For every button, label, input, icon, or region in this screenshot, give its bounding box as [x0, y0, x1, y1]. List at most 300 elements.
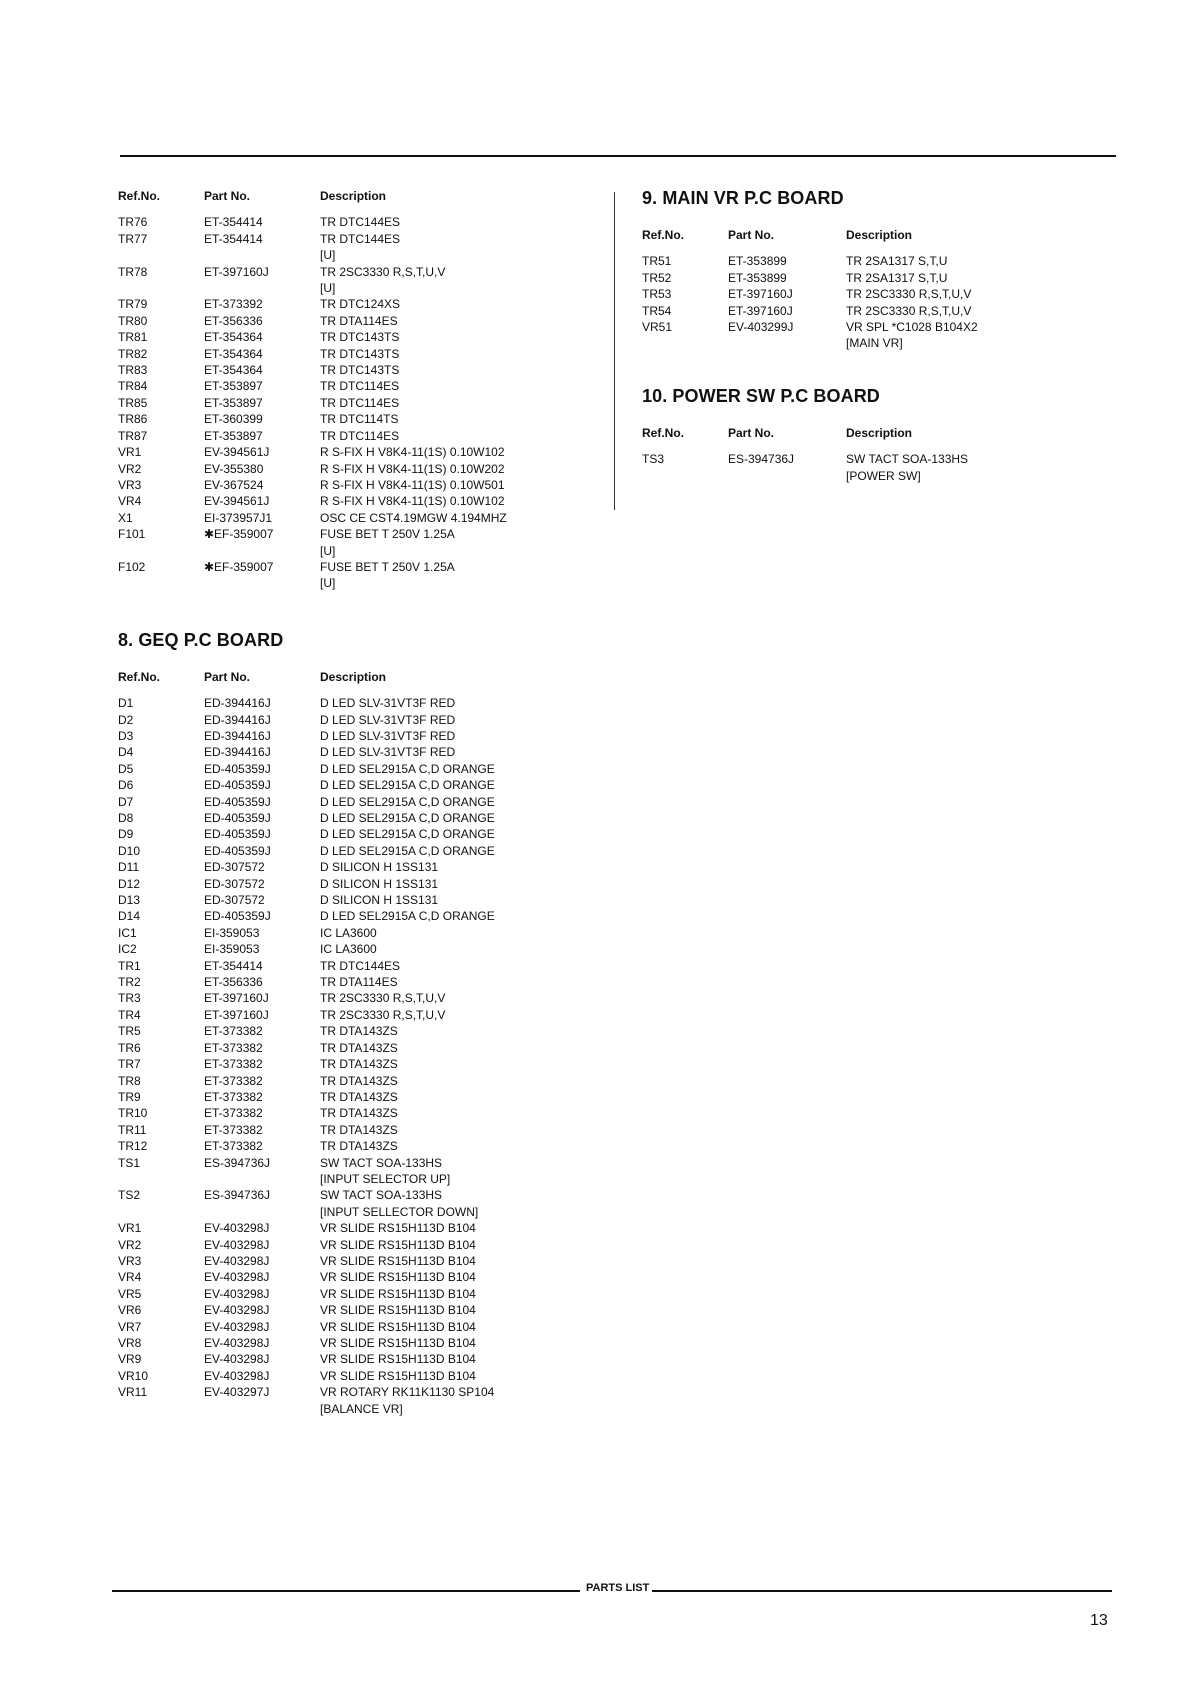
description-line: D LED SEL2915A C,D ORANGE [320, 778, 495, 793]
description-line: VR SLIDE RS15H113D B104 [320, 1253, 476, 1268]
description-line: TR DTA143ZS [320, 1139, 398, 1154]
ref-no: D5 [118, 761, 134, 776]
part-no: EV-403298J [204, 1319, 270, 1334]
description [320, 378, 598, 394]
table-row [118, 395, 598, 411]
description-line: [U] [320, 248, 336, 263]
ref-no: VR10 [118, 1368, 149, 1383]
table-row [118, 1319, 598, 1335]
description [320, 728, 598, 744]
ref-no: VR6 [118, 1303, 142, 1318]
ref-no: TR86 [118, 412, 148, 427]
description-line: TR 2SC3330 R,S,T,U,V [846, 287, 972, 302]
table-row [118, 1384, 598, 1417]
description [320, 313, 598, 329]
section7-table [118, 188, 598, 592]
description [320, 346, 598, 362]
description-line: D LED SEL2915A C,D ORANGE [320, 811, 495, 825]
description-line: FUSE BET T 250V 1.25A [320, 527, 455, 542]
description [320, 925, 598, 941]
description [320, 1351, 598, 1367]
description [846, 270, 1062, 286]
ref-no: VR4 [118, 494, 142, 509]
table-row [118, 826, 598, 842]
part-no: ED-394416J [204, 728, 271, 743]
table-row [118, 777, 598, 793]
description-line: TR DTA143ZS [320, 1106, 398, 1121]
footer-rule-right [652, 1590, 1112, 1592]
table-row [118, 1138, 598, 1154]
description [320, 1237, 598, 1253]
part-no: ET-373382 [204, 1073, 263, 1088]
part-no: ED-394416J [204, 712, 271, 727]
table-row [118, 526, 598, 559]
description [320, 559, 598, 592]
table-row [118, 892, 598, 908]
part-no: ET-356336 [204, 975, 263, 990]
description [846, 253, 1062, 269]
part-no: ED-307572 [204, 876, 265, 891]
description [320, 761, 598, 777]
ref-no: D8 [118, 811, 134, 825]
table-row [118, 1269, 598, 1285]
header-part: Part No. [728, 228, 775, 242]
table-row [118, 761, 598, 777]
section9 [642, 188, 1062, 352]
description-line: FUSE BET T 250V 1.25A [320, 559, 455, 574]
part-no: EV-403298J [204, 1368, 270, 1383]
description [320, 1368, 598, 1384]
part-no: EV-403298J [204, 1237, 270, 1252]
part-no: EV-394561J [204, 445, 270, 460]
part-no: ET-354364 [204, 346, 263, 361]
table-row [118, 859, 598, 875]
table-row [118, 477, 598, 493]
description [320, 843, 598, 859]
ref-no: VR3 [118, 477, 142, 492]
table-row [118, 362, 598, 378]
ref-no: TS1 [118, 1155, 141, 1170]
part-no: EV-403299J [728, 320, 794, 335]
description-line: D LED SLV-31VT3F RED [320, 712, 456, 727]
part-no: EI-359053 [204, 942, 260, 957]
ref-no: VR7 [118, 1319, 142, 1334]
page-number: 13 [1090, 1612, 1108, 1629]
table-row [118, 728, 598, 744]
part-no: ✱EF-359007 [204, 527, 274, 542]
table-row [642, 270, 1062, 286]
description [320, 493, 598, 509]
description [320, 794, 598, 810]
description [320, 990, 598, 1006]
description [320, 941, 598, 957]
description [320, 296, 598, 312]
description [320, 826, 598, 842]
ref-no: TS2 [118, 1188, 141, 1203]
ref-no: TR8 [118, 1073, 141, 1088]
column-divider [614, 192, 615, 510]
part-no: ET-354414 [204, 958, 263, 973]
table-row [118, 876, 598, 892]
table-row [118, 461, 598, 477]
ref-no: TR82 [118, 346, 148, 361]
ref-no: TR85 [118, 395, 148, 410]
ref-no: TR10 [118, 1106, 148, 1121]
ref-no: VR1 [118, 445, 142, 460]
ref-no: F102 [118, 559, 146, 574]
header-ref: Ref.No. [118, 189, 160, 203]
description-line: VR SLIDE RS15H113D B104 [320, 1352, 476, 1367]
table-row [118, 1155, 598, 1188]
right-column [642, 188, 1062, 484]
description-line: TR DTA143ZS [320, 1040, 398, 1055]
part-no: ET-373382 [204, 1024, 263, 1039]
table-row [118, 941, 598, 957]
description-line: [BALANCE VR] [320, 1401, 403, 1416]
description-line: D LED SLV-31VT3F RED [320, 745, 456, 760]
description [320, 892, 598, 908]
description-line: R S-FIX H V8K4-11(1S) 0.10W102 [320, 445, 505, 460]
description-line: VR ROTARY RK11K1130 SP104 [320, 1385, 495, 1400]
table-row [118, 1253, 598, 1269]
part-no: ET-360399 [204, 412, 263, 427]
table-header [118, 669, 598, 685]
table-row [118, 1040, 598, 1056]
table-row [118, 1237, 598, 1253]
description-line: VR SLIDE RS15H113D B104 [320, 1319, 476, 1334]
description-line: TR DTC144ES [320, 231, 401, 246]
description [320, 1122, 598, 1138]
part-no: EI-359053 [204, 925, 260, 940]
description-line: TR DTC114ES [320, 395, 400, 410]
ref-no: TR54 [642, 303, 672, 318]
table-rows [118, 214, 598, 591]
ref-no: TR12 [118, 1139, 148, 1154]
header-part: Part No. [728, 425, 775, 440]
table-row [118, 925, 598, 941]
table-row [118, 1368, 598, 1384]
description [320, 444, 598, 460]
table-row [118, 296, 598, 312]
description-line: TR DTC144ES [320, 958, 401, 973]
ref-no: D14 [118, 909, 141, 924]
part-no: ED-394416J [204, 696, 271, 711]
description-line: TR 2SC3330 R,S,T,U,V [320, 264, 446, 279]
ref-no: TR87 [118, 428, 148, 443]
description-line: D SILICON H 1SS131 [320, 860, 439, 875]
description [320, 1220, 598, 1236]
table-row [118, 1286, 598, 1302]
part-no: ET-373382 [204, 1057, 263, 1072]
description [846, 319, 1062, 352]
description [320, 1302, 598, 1318]
ref-no: D2 [118, 712, 134, 727]
description-line: VR SLIDE RS15H113D B104 [320, 1336, 476, 1350]
table-row [118, 1351, 598, 1367]
part-no: ES-394736J [728, 452, 795, 467]
header-desc: Description [320, 669, 387, 684]
header-part: Part No. [204, 189, 251, 203]
part-no: ES-394736J [204, 1188, 271, 1203]
description-line: VR SLIDE RS15H113D B104 [320, 1303, 476, 1318]
description [320, 744, 598, 760]
description [320, 1007, 598, 1023]
part-no: ET-397160J [204, 1007, 269, 1022]
description-line: VR SLIDE RS15H113D B104 [320, 1286, 476, 1301]
part-no: ED-307572 [204, 860, 265, 875]
ref-no: TR7 [118, 1057, 141, 1072]
table-row [118, 1220, 598, 1236]
description-line: R S-FIX H V8K4-11(1S) 0.10W501 [320, 477, 505, 492]
part-no: ED-405359J [204, 761, 271, 776]
table-row [118, 1302, 598, 1318]
ref-no: TR83 [118, 363, 148, 378]
description-line: TR DTA143ZS [320, 1057, 398, 1072]
table-row [118, 231, 598, 264]
ref-no: TR51 [642, 254, 672, 269]
part-no: ED-405359J [204, 909, 271, 924]
description [846, 303, 1062, 319]
description [320, 1319, 598, 1335]
description [320, 1089, 598, 1105]
description [320, 908, 598, 924]
part-no: ET-354414 [204, 215, 263, 230]
header-ref: Ref.No. [642, 425, 684, 440]
description-line: [POWER SW] [846, 468, 921, 483]
description [320, 362, 598, 378]
description-line: TR DTC143TS [320, 363, 400, 378]
description [320, 1384, 598, 1417]
description [320, 1040, 598, 1056]
description-line: TR DTA143ZS [320, 1024, 398, 1039]
description-line: IC LA3600 [320, 925, 377, 940]
description [320, 695, 598, 711]
ref-no: TR9 [118, 1089, 141, 1104]
table-row [642, 286, 1062, 302]
table-row [118, 843, 598, 859]
table-header [642, 227, 1062, 243]
table-row [118, 1122, 598, 1138]
part-no: EV-403298J [204, 1352, 270, 1367]
table-row [118, 1187, 598, 1220]
part-no: ED-405359J [204, 794, 271, 809]
table-row [118, 1335, 598, 1351]
description [320, 329, 598, 345]
description [320, 264, 598, 297]
description [320, 395, 598, 411]
description-line: TR 2SC3330 R,S,T,U,V [846, 303, 972, 318]
ref-no: X1 [118, 510, 133, 525]
part-no: ED-405359J [204, 778, 271, 793]
table-header [118, 188, 598, 204]
description [320, 510, 598, 526]
ref-no: TR81 [118, 330, 148, 345]
top-rule [120, 155, 1116, 157]
ref-no: TR79 [118, 297, 148, 312]
description [320, 1056, 598, 1072]
description-line: D LED SLV-31VT3F RED [320, 696, 456, 711]
ref-no: F101 [118, 527, 146, 542]
part-no: ET-397160J [728, 303, 793, 318]
table-row [118, 214, 598, 230]
table-row [118, 444, 598, 460]
ref-no: TR4 [118, 1007, 141, 1022]
description-line: TR DTA114ES [320, 313, 398, 328]
part-no: EV-355380 [204, 461, 264, 476]
ref-no: D10 [118, 843, 141, 858]
ref-no: IC1 [118, 925, 137, 940]
part-no: ET-353899 [728, 270, 787, 285]
description-line: TR DTA143ZS [320, 1122, 398, 1137]
ref-no: D11 [118, 860, 140, 875]
description [320, 777, 598, 793]
description-line: VR SLIDE RS15H113D B104 [320, 1221, 476, 1236]
ref-no: VR1 [118, 1221, 142, 1236]
ref-no: D6 [118, 778, 134, 793]
header-desc: Description [320, 189, 387, 203]
table-row [118, 695, 598, 711]
part-no: ET-373382 [204, 1040, 263, 1055]
table-row [118, 313, 598, 329]
table-row [118, 346, 598, 362]
part-no: ET-353899 [728, 254, 787, 269]
table-row [118, 1023, 598, 1039]
description [846, 286, 1062, 302]
description-line: TR 2SC3330 R,S,T,U,V [320, 1007, 446, 1022]
description-line: D SILICON H 1SS131 [320, 893, 439, 908]
ref-no: VR51 [642, 320, 673, 335]
part-no: EV-403298J [204, 1221, 270, 1236]
table-row [642, 253, 1062, 269]
description [320, 810, 598, 826]
description-line: TR DTC144ES [320, 215, 401, 230]
description-line: TR 2SA1317 S,T,U [846, 254, 948, 269]
header-part: Part No. [204, 669, 251, 684]
description [320, 1335, 598, 1351]
ref-no: VR2 [118, 461, 142, 476]
part-no: EV-403298J [204, 1286, 270, 1301]
table-row [118, 908, 598, 924]
footer [112, 1582, 1112, 1598]
part-no: ET-353897 [204, 428, 263, 443]
description-line: TR DTA143ZS [320, 1073, 398, 1088]
table-row [642, 451, 1062, 484]
description-line: VR SLIDE RS15H113D B104 [320, 1368, 476, 1383]
ref-no: D3 [118, 728, 134, 743]
description [320, 859, 598, 875]
description-line: TR 2SA1317 S,T,U [846, 270, 948, 285]
description [320, 974, 598, 990]
description-line: D LED SEL2915A C,D ORANGE [320, 794, 495, 809]
description-line: D LED SEL2915A C,D ORANGE [320, 909, 495, 924]
description [320, 712, 598, 728]
part-no: ET-373382 [204, 1122, 263, 1137]
ref-no: D1 [118, 696, 134, 711]
description-line: TR DTC114ES [320, 428, 400, 443]
description-line: R S-FIX H V8K4-11(1S) 0.10W102 [320, 494, 505, 509]
part-no: ET-373382 [204, 1106, 263, 1121]
footer-label: PARTS LIST [586, 1582, 650, 1594]
part-no: EV-367524 [204, 477, 264, 492]
ref-no: D7 [118, 794, 134, 809]
ref-no: VR8 [118, 1336, 142, 1350]
description [320, 1269, 598, 1285]
description-line: D LED SEL2915A C,D ORANGE [320, 761, 495, 776]
ref-no: VR4 [118, 1270, 142, 1285]
ref-no: D4 [118, 745, 134, 760]
description-line: TR DTC124XS [320, 297, 401, 312]
description [320, 1155, 598, 1188]
part-no: ET-397160J [204, 264, 269, 279]
ref-no: VR3 [118, 1253, 142, 1268]
description [320, 214, 598, 230]
section10 [642, 386, 1062, 484]
part-no: ET-397160J [728, 287, 793, 302]
ref-no: TR80 [118, 313, 148, 328]
table-row [118, 510, 598, 526]
part-no: EV-403298J [204, 1270, 270, 1285]
description [320, 1138, 598, 1154]
table-row [118, 411, 598, 427]
section-title: 8. GEQ P.C BOARD [118, 629, 284, 650]
ref-no: TR78 [118, 264, 148, 279]
table-row [118, 1105, 598, 1121]
part-no: ET-373392 [204, 297, 263, 312]
table-header [642, 425, 1062, 441]
part-no: EV-403297J [204, 1385, 270, 1400]
description [320, 1105, 598, 1121]
description-line: SW TACT SOA-133HS [320, 1155, 443, 1170]
table-rows [642, 451, 1062, 484]
ref-no: VR11 [118, 1385, 148, 1400]
part-no: EV-403298J [204, 1253, 270, 1268]
ref-no: TR3 [118, 991, 141, 1006]
description-line: D LED SEL2915A C,D ORANGE [320, 827, 495, 842]
footer-rule-left [112, 1590, 580, 1592]
ref-no: TR53 [642, 287, 672, 302]
description-line: R S-FIX H V8K4-11(1S) 0.10W202 [320, 461, 505, 476]
description-line: SW TACT SOA-133HS [320, 1188, 443, 1203]
description-line: [U] [320, 576, 336, 591]
ref-no: D12 [118, 876, 141, 891]
description-line: TR 2SC3330 R,S,T,U,V [320, 991, 446, 1006]
part-no: ED-307572 [204, 893, 265, 908]
table-rows [642, 253, 1062, 351]
description-line: TR DTC143TS [320, 330, 400, 345]
table-row [118, 1007, 598, 1023]
table-row [118, 810, 598, 826]
description [320, 876, 598, 892]
section-title: 9. MAIN VR P.C BOARD [642, 188, 844, 208]
table-row [118, 712, 598, 728]
ref-no: TR11 [118, 1122, 147, 1137]
table-row [118, 428, 598, 444]
ref-no: D13 [118, 893, 141, 908]
description-line: TR DTA143ZS [320, 1089, 398, 1104]
header-desc: Description [846, 228, 913, 242]
table-row [118, 1073, 598, 1089]
description-line: D SILICON H 1SS131 [320, 876, 439, 891]
part-no: ET-373382 [204, 1139, 263, 1154]
description-line: TR DTC114ES [320, 379, 400, 394]
table-row [118, 329, 598, 345]
part-no: EI-373957J1 [204, 510, 273, 525]
description-line: TR DTA114ES [320, 975, 398, 990]
header-desc: Description [846, 425, 913, 440]
part-no: ET-397160J [204, 991, 269, 1006]
description-line: IC LA3600 [320, 942, 377, 957]
table-row [118, 1056, 598, 1072]
